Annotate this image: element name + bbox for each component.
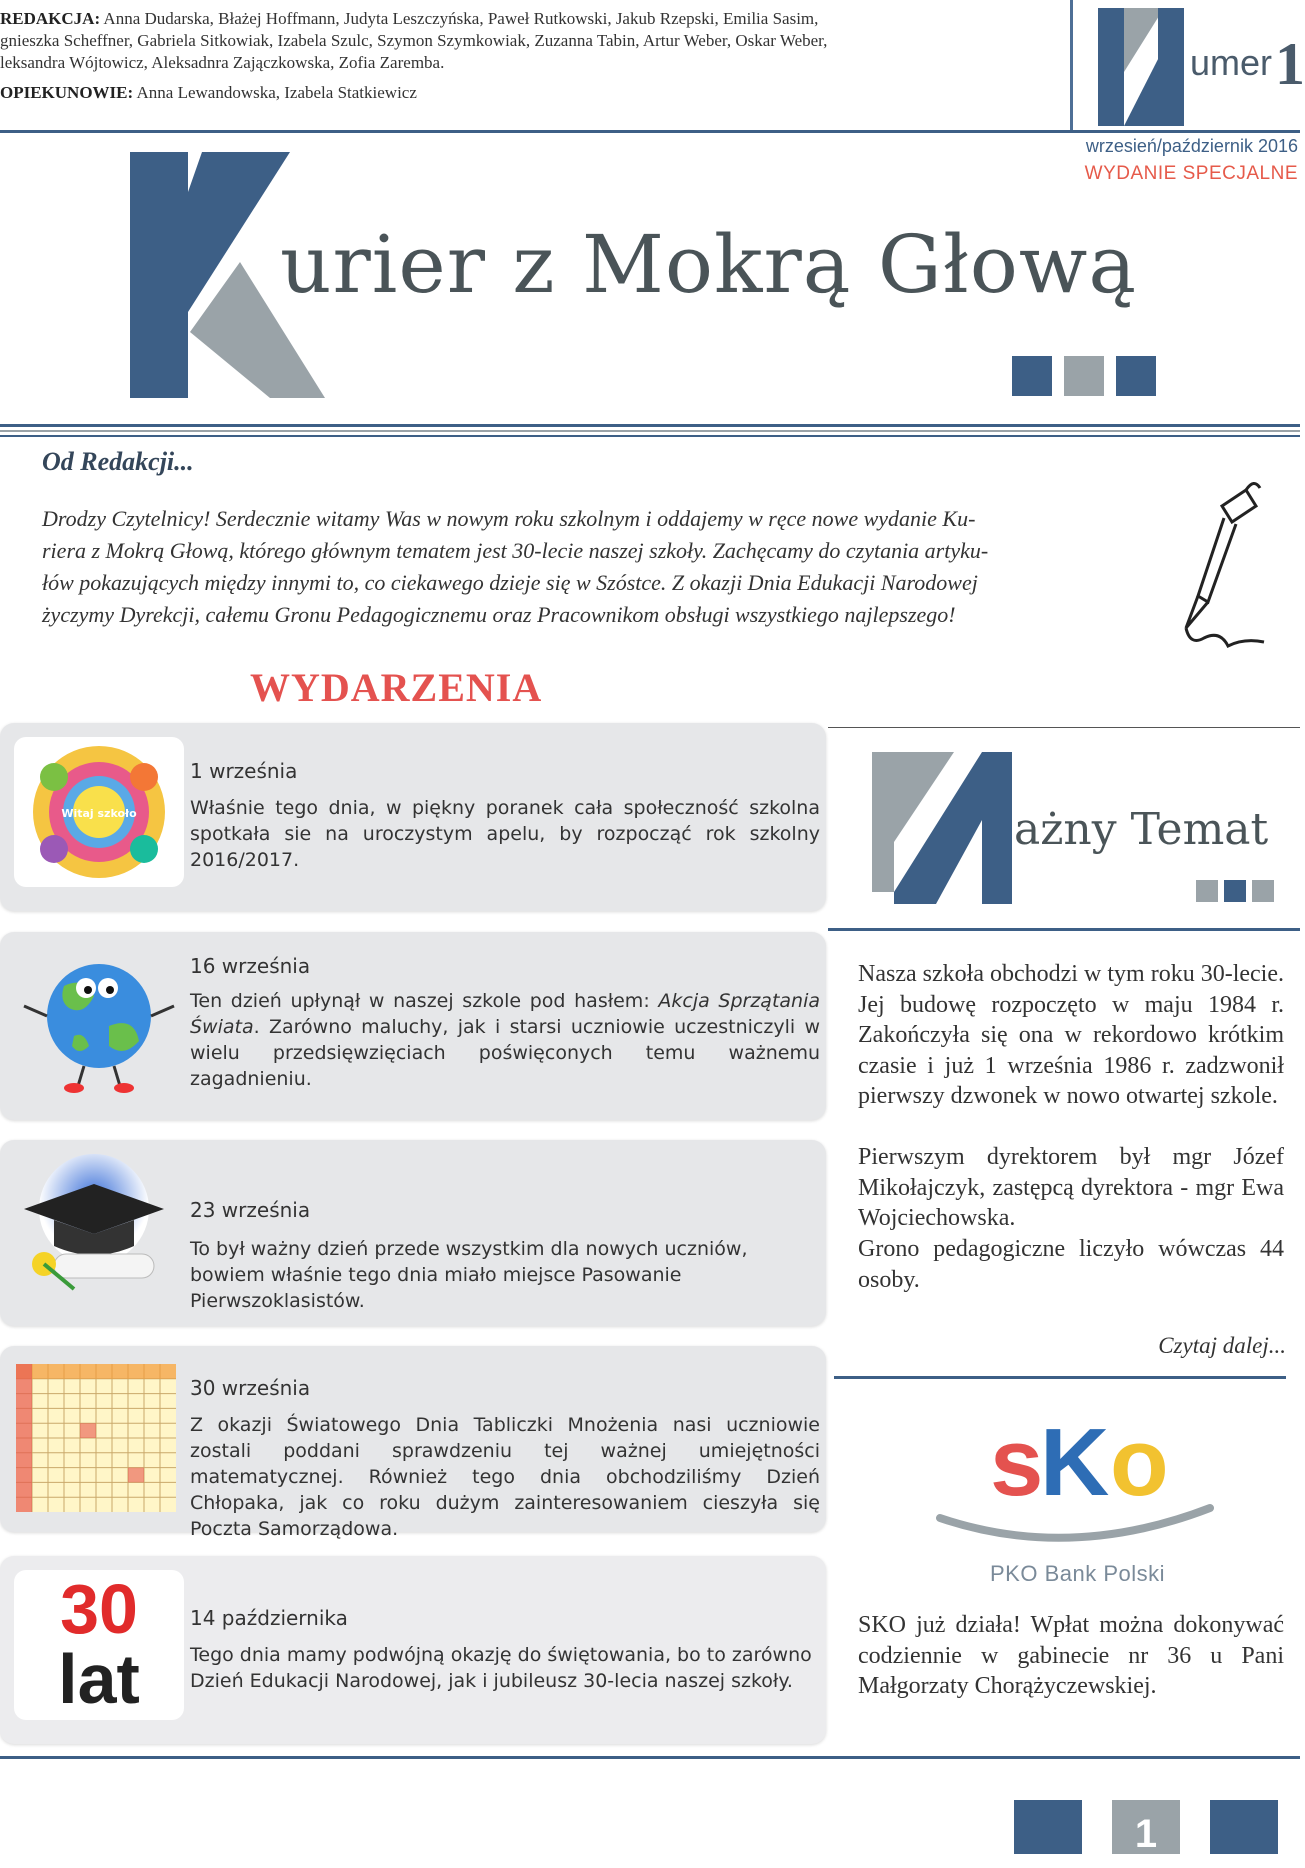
sidebar-paragraph: Nasza szkoła obchodzi w tym roku 30-lecie. Jej budowę rozpoczęto w maju 1984 r. Zakończyła się ona w rekordowo krótkim czasie i już 1 września 1986 r. zadzwonił pierwszy dzwonek w nowo otwartej szkole. [858, 961, 1284, 1109]
sko-text: SKO już działa! Wpłat można dokonywać codziennie w gabinecie nr 36 u Pani Małgorzaty Chorążyczewskiej. [858, 1612, 1284, 1699]
credits [0, 8, 1065, 104]
masthead-square-2 [1064, 356, 1104, 396]
page-number: 1 [1112, 1800, 1180, 1854]
sidebar-square-2 [1224, 880, 1246, 902]
event-date: 30 września [190, 1376, 311, 1400]
sidebar-square-3 [1252, 880, 1274, 902]
graduation-cap-icon [14, 1154, 184, 1304]
issue-date: wrzesień/październik 2016 [1085, 136, 1298, 156]
opiekunowie-names: Anna Lewandowska, Izabela Statkiewicz [133, 83, 417, 102]
issue-label: umer [1190, 42, 1273, 83]
sidebar-square-1 [1196, 880, 1218, 902]
event-card [0, 1346, 826, 1540]
svg-text:o: o [1110, 1409, 1169, 1516]
editorial-line: riera z Mokrą Głową, którego głównym tematem jest 30-lecie naszej szkoły. Zachęcamy do czytania artyku- [42, 538, 989, 563]
event-date: 16 września [190, 954, 311, 978]
pko-bank-label: PKO Bank Polski [990, 1561, 1166, 1586]
issue-n-logo [1098, 8, 1188, 126]
sidebar-heading: ażny Temat [1014, 804, 1269, 855]
editorial-text [42, 503, 1152, 631]
top-rule [0, 130, 1300, 133]
sidebar-w-logo [872, 752, 1012, 904]
sko-rule [834, 1376, 1286, 1379]
masthead-rule-1 [0, 424, 1300, 427]
editorial-line: łów pokazujących między innymi to, co ciekawego dzieje się w Szóstce. Z okazji Dnia Edukacji Narodowej [42, 570, 978, 595]
sidebar-heading-rule [828, 928, 1300, 931]
event-thumbnail [16, 1364, 176, 1512]
event-thumbnail [14, 946, 184, 1096]
masthead-rule-2 [0, 430, 1300, 432]
issue-divider [1070, 0, 1073, 130]
read-more-link[interactable]: Czytaj dalej... [1158, 1333, 1286, 1358]
event-text: Właśnie tego dnia, w piękny poranek cała społeczność szkolna spotkała sie na uroczystym apelu, by rozpocząć rok szkolny 2016/2017. [190, 797, 820, 871]
event-text: To był ważny dzień przede wszystkim dla nowych uczniów, bowiem właśnie tego dnia miało miejsce Pasowanie Pierwszoklasistów. [190, 1238, 748, 1312]
footer-square-1 [1014, 1800, 1082, 1854]
masthead-square-3 [1116, 356, 1156, 396]
event-date: 23 września [190, 1198, 311, 1222]
event-card [0, 1556, 826, 1744]
masthead-square-1 [1012, 356, 1052, 396]
sidebar-paragraph: Grono pedagogiczne liczyło wówczas 44 osoby. [858, 1236, 1284, 1293]
event-date: 14 października [190, 1606, 348, 1630]
redakcja-line-1: Anna Dudarska, Błażej Hoffmann, Judyta Leszczyńska, Paweł Rutkowski, Jakub Rzepski, Emilia Sasim, [100, 9, 819, 28]
editorial-line: życzymy Dyrekcji, całemu Gronu Pedagogicznemu oraz Pracownikom obsługi wszystkiego najlepszego! [42, 602, 956, 627]
fountain-pen-icon [1164, 478, 1274, 658]
event-card [0, 723, 826, 911]
event-card [0, 932, 826, 1120]
earth-mascot-icon [14, 946, 184, 1096]
multiplication-table-icon [16, 1364, 176, 1512]
event-text: Tego dnia mamy podwójną okazję do świętowania, bo to zarówno Dzień Edukacji Narodowej, jak i jubileusz 30-lecia naszej szkoły. [190, 1644, 812, 1692]
event-thumbnail [14, 1154, 184, 1304]
masthead-rule-3 [0, 435, 1300, 437]
event-badge: Witaj szkoło [61, 807, 137, 820]
anniversary-number: 30 [60, 1570, 138, 1648]
special-edition-label: WYDANIE SPECJALNE [1084, 163, 1298, 184]
sidebar-top-rule [828, 727, 1300, 728]
redakcja-label: REDAKCJA: [0, 9, 101, 28]
redakcja-line-3: leksandra Wójtowicz, Aleksadnra Zajączkowska, Zofia Zaremba. [0, 53, 445, 72]
editorial-heading: Od Redakcji... [42, 447, 194, 476]
event-thumbnail [14, 1570, 184, 1720]
footer-square-3 [1210, 1800, 1278, 1854]
sko-logo [930, 1400, 1220, 1550]
event-text: Z okazji Światowego Dnia Tabliczki Mnożenia nasi uczniowie zostali poddani sprawdzeniu tej ważnej umiejętności matematycznej. Również tego dnia obchodziliśmy Dzień Chłopaka, jak co roku dużym zainteresowaniem cieszyła się Poczta Samorządowa. [190, 1414, 820, 1540]
opiekunowie-label: OPIEKUNOWIE: [0, 83, 134, 102]
svg-text:s: s [990, 1409, 1044, 1516]
event-date: 1 września [190, 759, 298, 783]
svg-text:K: K [1040, 1409, 1110, 1516]
children-circle-icon [14, 737, 184, 887]
event-text: Ten dzień upłynął w naszej szkole pod hasłem: Akcja Sprzątania Świata. Zarówno maluchy, jak i starsi uczniowie uczestniczyli w wielu przedsięwzięciach poświęconych temu ważnemu zagadnieniu. [190, 990, 820, 1090]
events-heading: WYDARZENIA [250, 665, 543, 710]
sidebar-paragraph: Pierwszym dyrektorem był mgr Józef Mikołajczyk, zastępcą dyrektora - mgr Ewa Wojciechowska. [858, 1144, 1284, 1231]
masthead-title: urier z Mokrą Głową [280, 218, 1138, 311]
event-text-highlight: Akcja Sprzątania Świata [190, 990, 820, 1038]
event-card [0, 1140, 826, 1326]
redakcja-line-2: gnieszka Scheffner, Gabriela Sitkowiak, Izabela Szulc, Szymon Szymkowiak, Zuzanna Tabin, Artur Weber, Oskar Weber, [0, 31, 828, 50]
anniversary-word: lat [58, 1640, 140, 1718]
footer-rule [0, 1756, 1300, 1759]
event-thumbnail [14, 737, 184, 887]
editorial-line: Drodzy Czytelnicy! Serdecznie witamy Was w nowym roku szkolnym i oddajemy w ręce nowe wydanie Ku- [42, 506, 976, 531]
issue-number: 1 [1275, 31, 1305, 97]
